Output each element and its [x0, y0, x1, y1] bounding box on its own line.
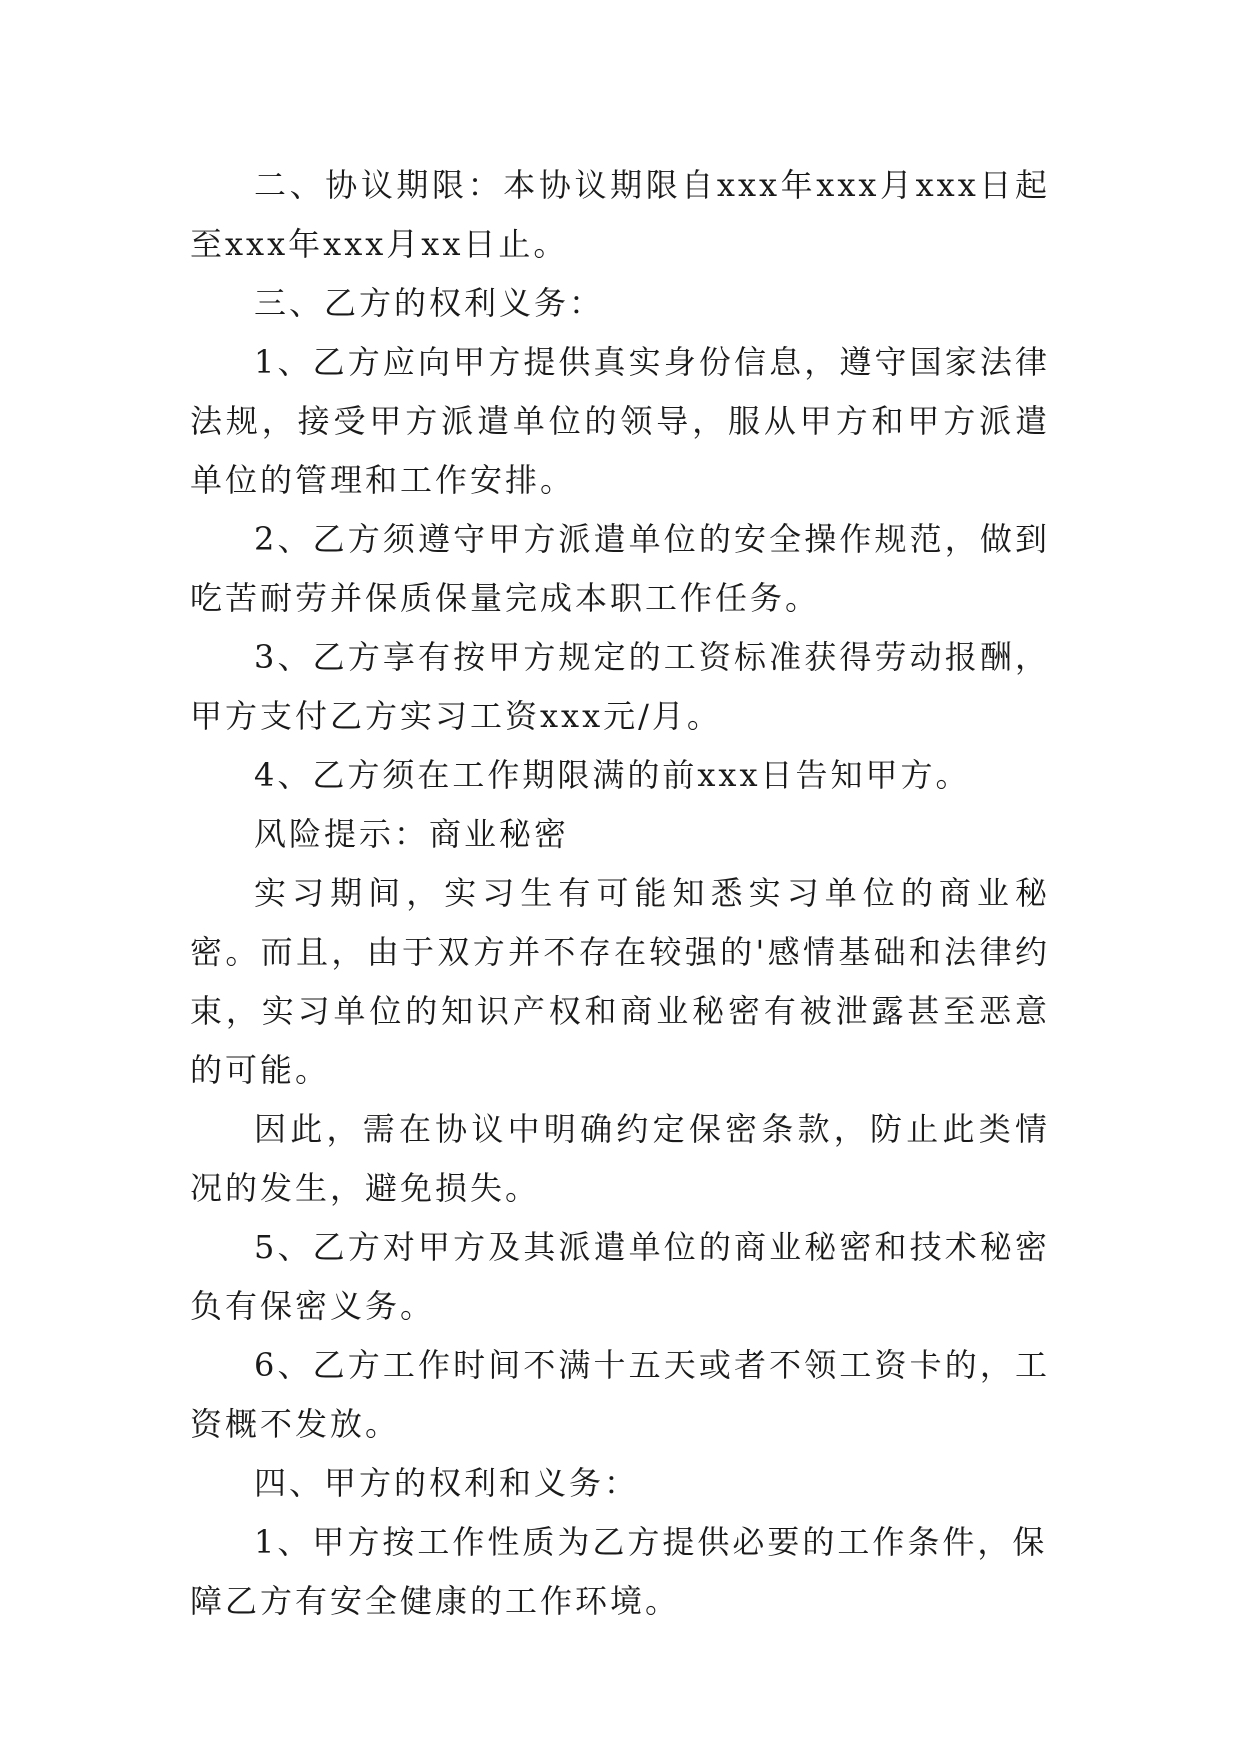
paragraph-b-1: 1、乙方应向甲方提供真实身份信息，遵守国家法律法规，接受甲方派遣单位的领导，服从甲方和甲方派遣单位的管理和工作安排。: [190, 343, 1050, 499]
heading-party-a-rights: 四、甲方的权利和义务：: [254, 1464, 640, 1502]
risk-note-advice: 因此，需在协议中明确约定保密条款，防止此类情况的发生，避免损失。: [190, 1110, 1050, 1207]
paragraph-b-6: 6、乙方工作时间不满十五天或者不领工资卡的，工资概不发放。: [190, 1346, 1050, 1443]
paragraph-b-5: 5、乙方对甲方及其派遣单位的商业秘密和技术秘密负有保密义务。: [190, 1228, 1050, 1325]
paragraph-b-4: 4、乙方须在工作期限满的前xxx日告知甲方。: [254, 756, 971, 794]
paragraph-term: 二、协议期限：本协议期限自xxx年xxx月xxx日起至xxx年xxx月xx日止。: [190, 166, 1050, 263]
paragraph-b-3: 3、乙方享有按甲方规定的工资标准获得劳动报酬，甲方支付乙方实习工资xxx元/月。: [190, 638, 1050, 735]
paragraph-a-1: 1、甲方按工作性质为乙方提供必要的工作条件，保障乙方有安全健康的工作环境。: [190, 1523, 1048, 1620]
document-body: [190, 156, 1050, 1631]
risk-note-body: 实习期间，实习生有可能知悉实习单位的商业秘密。而且，由于双方并不存在较强的'感情基础和法律约束，实习单位的知识产权和商业秘密有被泄露甚至恶意的可能。: [190, 874, 1050, 1089]
paragraph-b-2: 2、乙方须遵守甲方派遣单位的安全操作规范，做到吃苦耐劳并保质保量完成本职工作任务。: [190, 520, 1050, 617]
risk-note-heading: 风险提示：商业秘密: [254, 815, 570, 853]
heading-party-b-rights: 三、乙方的权利义务：: [254, 284, 605, 322]
